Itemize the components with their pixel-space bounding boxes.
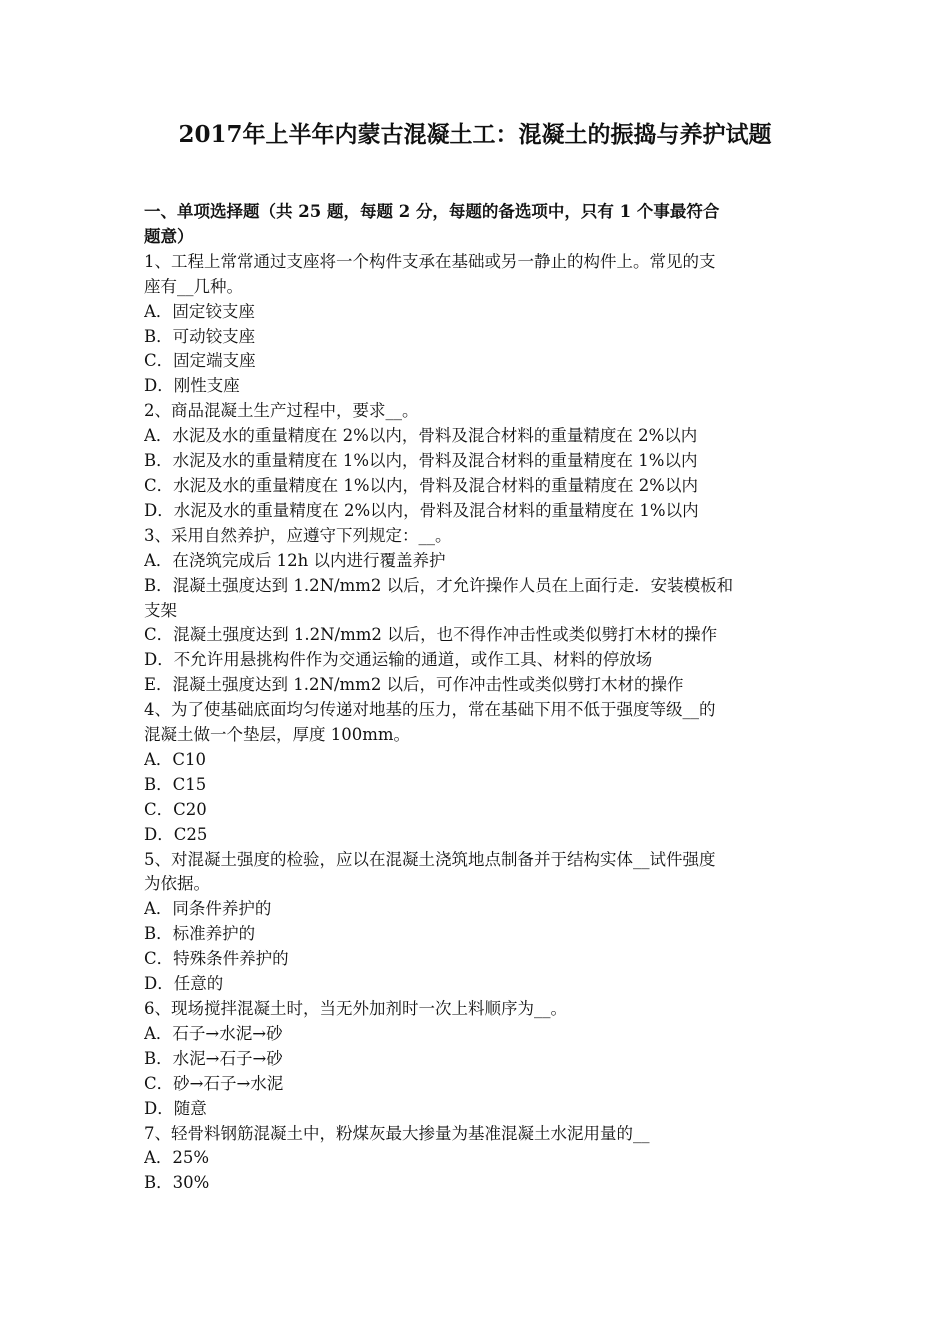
answer-option [144,449,810,474]
question-stem-line: 2、商品混凝土生产过程中，要求__。 [144,401,419,421]
answer-option-line: B．水泥及水的重量精度在 1%以内，骨料及混合材料的重量精度在 1%以内 [144,451,698,471]
answer-option-line: A．同条件养护的 [144,899,272,919]
answer-option-line: C．砂→石子→水泥 [144,1073,284,1093]
answer-option-line: D．不允许用悬挑构件作为交通运输的通道，或作工具、材料的停放场 [144,650,653,670]
answer-option-line: 支架 [144,600,177,620]
answer-option [144,922,810,947]
answer-option-line: A．水泥及水的重量精度在 2%以内，骨料及混合材料的重量精度在 2%以内 [144,426,698,446]
question-item [144,250,810,399]
answer-option [144,748,810,773]
answer-option [144,474,810,499]
question-stem-line: 1、工程上常常通过支座将一个构件支承在基础或另一静止的构件上。常见的支 [144,251,716,271]
answer-option [144,1047,810,1072]
answer-option-line: B．C15 [144,774,207,794]
answer-option-line: A．石子→水泥→砂 [144,1023,283,1043]
answer-option [144,424,810,449]
answer-option [144,349,810,374]
answer-option [144,773,810,798]
section-heading [144,200,810,250]
answer-option [144,1022,810,1047]
answer-option [144,1097,810,1122]
answer-option [144,798,810,823]
question-stem-line: 座有__几种。 [144,276,243,296]
answer-option-line: A．C10 [144,749,207,769]
document-title: 2017年上半年内蒙古混凝土工：混凝土的振捣与养护试题 [178,121,772,148]
answer-option-line: A．固定铰支座 [144,301,255,321]
answer-option-line: A．25% [144,1148,210,1168]
answer-option [144,574,810,624]
answer-option-line: C．C20 [144,799,207,819]
answer-option [144,1146,810,1171]
question-stem-line: 5、对混凝土强度的检验，应以在混凝土浇筑地点制备并于结构实体__试件强度 [144,849,716,869]
answer-option [144,499,810,524]
section-heading-line: 一、单项选择题（共 25 题，每题 2 分，每题的备选项中，只有 1 个事最符合 [144,202,720,221]
answer-option [144,1072,810,1097]
question-list [144,250,810,1196]
answer-option-line: D．水泥及水的重量精度在 2%以内，骨料及混合材料的重量精度在 1%以内 [144,500,699,520]
answer-option [144,623,810,648]
answer-option [144,648,810,673]
answer-option [144,897,810,922]
answer-option-line: B．可动铰支座 [144,326,256,346]
question-stem-line: 为依据。 [144,874,210,894]
question-stem-line: 4、为了使基础底面均匀传递对地基的压力，常在基础下用不低于强度等级__的 [144,700,716,720]
answer-option [144,374,810,399]
answer-option-line: D．任意的 [144,974,224,994]
question-item [144,524,810,698]
answer-option-line: D．随意 [144,1098,207,1118]
question-stem-line: 混凝土做一个垫层，厚度 100mm。 [144,725,411,745]
answer-option-line: C．水泥及水的重量精度在 1%以内，骨料及混合材料的重量精度在 2%以内 [144,475,698,495]
question-item [144,848,810,997]
answer-option-line: E．混凝土强度达到 1.2N/mm2 以后，可作冲击性或类似劈打木材的操作 [144,675,684,695]
answer-option [144,823,810,848]
answer-option-line: A．在浇筑完成后 12h 以内进行覆盖养护 [144,550,446,570]
question-item [144,997,810,1122]
answer-option-line: C．特殊条件养护的 [144,949,289,969]
answer-option-line: C．混凝土强度达到 1.2N/mm2 以后，也不得作冲击性或类似劈打木材的操作 [144,625,718,645]
answer-option [144,300,810,325]
answer-option [144,549,810,574]
answer-option-line: B．水泥→石子→砂 [144,1048,283,1068]
answer-option [144,972,810,997]
section-heading-line: 题意） [144,226,194,246]
answer-option-line: C．固定端支座 [144,351,256,371]
question-stem-line: 3、采用自然养护，应遵守下列规定：__。 [144,525,452,545]
answer-option [144,673,810,698]
question-stem-line: 6、现场搅拌混凝土时，当无外加剂时一次上料顺序为__。 [144,999,567,1018]
answer-option-line: D．C25 [144,824,208,844]
answer-option-line: B．混凝土强度达到 1.2N/mm2 以后，才允许操作人员在上面行走．安装模板和 [144,575,734,595]
question-item [144,698,810,847]
answer-option [144,1171,810,1196]
answer-option-line: D．刚性支座 [144,376,240,396]
question-stem-line: 7、轻骨料钢筋混凝土中，粉煤灰最大掺量为基准混凝土水泥用量的__ [144,1123,650,1143]
answer-option [144,325,810,350]
answer-option [144,947,810,972]
question-item [144,399,810,524]
document-body [144,200,810,1196]
question-item [144,1122,810,1197]
answer-option-line: B．标准养护的 [144,924,256,944]
answer-option-line: B．30% [144,1173,210,1193]
